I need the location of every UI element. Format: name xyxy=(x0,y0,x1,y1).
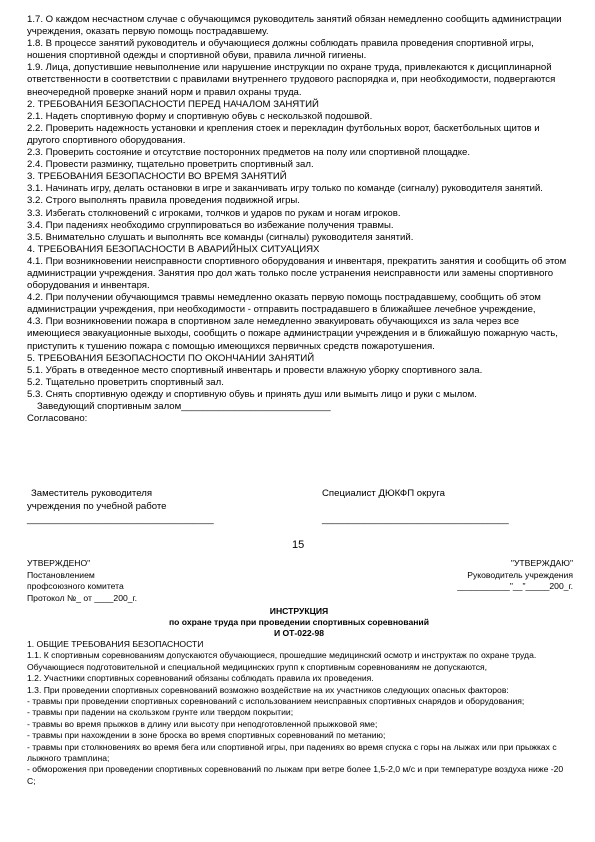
approved-right-line-3: ___________"__"_____200_г. xyxy=(457,581,573,591)
deputy-signature-line: ___________________________________ xyxy=(27,514,214,525)
paragraph-3-3: 3.3. Избегать столкновений с игроками, толчков и ударов по рукам и ногам игроков. xyxy=(27,207,401,219)
heading-section-2: 2. ТРЕБОВАНИЯ БЕЗОПАСНОСТИ ПЕРЕД НАЧАЛОМ ЗАНЯТИЙ xyxy=(27,98,319,110)
paragraph-4-3: 4.3. При возникновении пожара в спортивном зале немедленно эвакуировать обучающихся из зала через все имеющиеся эвакуационные выходы, сообщить о пожаре администрации учреждения и в ближайшую пожарную часть, приступить к тушению пожара с помощью имеющихся первичных средств пожаротушения. xyxy=(27,316,558,352)
instruction-title-line-2: по охране труда при проведении спортивных соревнований xyxy=(168,617,429,627)
approved-right-line-2: Руководитель учреждения xyxy=(467,569,573,580)
paragraph-1-9: 1.9. Лица, допустившие невыполнение или нарушение инструкции по охране труда, привлекаются к дисциплинарной ответственности в соответствии с правилами внутреннего трудового распорядка и, при необходимости, подвергаются внеочередной проверке знаний норм и правил охраны труда. xyxy=(27,62,556,98)
paragraph-3-2: 3.2. Строго выполнять правила проведения подвижной игры. xyxy=(27,195,300,207)
paragraph-5-1: 5.1. Убрать в отведенное место спортивный инвентарь и провести влажную уборку спортивного зала. xyxy=(27,364,483,376)
hazard-item: - травмы при столкновениях во время бега или спортивной игры, при падениях во время спуска с горы на лыжах или при прыжках с лыжного трамплина; xyxy=(27,741,557,764)
paragraph-3-4: 3.4. При падениях необходимо сгруппироваться во избежание получения травмы. xyxy=(27,219,394,231)
approved-left-line-4: Протокол №_ от ____200_г. xyxy=(27,592,138,603)
agreed-label: Согласовано: xyxy=(27,413,88,425)
instruction-title-line-1: ИНСТРУКЦИЯ xyxy=(269,606,329,616)
heading-section-5: 5. ТРЕБОВАНИЯ БЕЗОПАСНОСТИ ПО ОКОНЧАНИИ ЗАНЯТИЙ xyxy=(27,352,315,364)
paragraph-3-1: 3.1. Начинать игру, делать остановки в игре и заканчивать игру только по команде (сигналу) руководителя занятий. xyxy=(27,183,543,195)
paragraph-2-2: 2.2. Проверить надежность установки и крепления стоек и перекладин футбольных ворот, баскетбольных щитов и другого спортивного оборудования. xyxy=(27,122,540,146)
approved-right-line-1: "УТВЕРЖДАЮ" xyxy=(510,558,573,568)
hazard-item: - травмы при падении на скользком грунте или твердом покрытии; xyxy=(27,707,294,718)
hazard-item: - травмы во время прыжков в длину или высоту при неподготовленной прыжковой яме; xyxy=(27,718,378,729)
lower-paragraph-1-3: 1.3. При проведении спортивных соревнований возможно воздействие на их участников следующих опасных факторов: xyxy=(27,684,509,695)
instruction-title xyxy=(27,606,571,639)
section-lower-text xyxy=(27,639,573,787)
specialist-title: Специалист ДЮКФП округа xyxy=(322,488,445,499)
deputy-title-line-1: Заместитель руководителя xyxy=(31,488,153,499)
specialist-signature-line: ___________________________________ xyxy=(322,514,509,525)
heading-section-4: 4. ТРЕБОВАНИЯ БЕЗОПАСНОСТИ В АВАРИЙНЫХ СИТУАЦИЯХ xyxy=(27,243,320,255)
lower-paragraph-1-1: 1.1. К спортивным соревнованиям допускаются обучающиеся, прошедшие медицинский осмотр и инструктаж по охране труда. Обучающиеся подготовительной и специальной медицинских групп к спортивным соревнованиям не допускаются, xyxy=(27,650,537,672)
approved-block-left xyxy=(27,558,137,604)
heading-section-3: 3. ТРЕБОВАНИЯ БЕЗОПАСНОСТИ ВО ВРЕМЯ ЗАНЯТИЙ xyxy=(27,171,287,183)
instruction-title-line-3: И ОТ-022-98 xyxy=(273,628,325,638)
approved-block-right xyxy=(457,558,573,593)
paragraph-2-3: 2.3. Проверить состояние и отсутствие посторонних предметов на полу или спортивной площадке. xyxy=(27,147,471,159)
paragraph-3-5: 3.5. Внимательно слушать и выполнять все команды (сигналы) руководителя занятий. xyxy=(27,231,414,243)
approved-left-line-2: Постановлением xyxy=(27,569,95,580)
paragraph-1-8: 1.8. В процессе занятий руководитель и обучающиеся должны соблюдать правила проведения спортивной игры, ношения спортивной одежды и спортивной обуви, правила личной гигиены. xyxy=(27,38,534,62)
hazard-item: - травмы при проведении спортивных соревнований с использованием неисправных спортивных снарядов и оборудования; xyxy=(27,696,525,707)
section-upper-text xyxy=(27,14,571,425)
lower-paragraph-1-2: 1.2. Участники спортивных соревнований обязаны соблюдать правила их проведения. xyxy=(27,673,374,684)
paragraph-5-2: 5.2. Тщательно проветрить спортивный зал. xyxy=(27,376,224,388)
signature-head-of-gym: Заведующий спортивным залом____________________________ xyxy=(37,401,331,412)
paragraph-2-4: 2.4. Провести разминку, тщательно проветрить спортивный зал. xyxy=(27,159,314,171)
paragraph-4-2: 4.2. При получении обучающимся травмы немедленно оказать первую помощь пострадавшему, сообщить об этом администрации учреждения, при необходимости - отправить пострадавшего в ближайшее лечебное учреждение, xyxy=(27,292,541,316)
paragraph-2-1: 2.1. Надеть спортивную форму и спортивную обувь с нескользкой подошвой. xyxy=(27,110,373,122)
paragraph-5-3: 5.3. Снять спортивную одежду и спортивную обувь и принять душ или вымыть лицо и руки с мылом. xyxy=(27,388,477,400)
paragraph-1-7: 1.7. О каждом несчастном случае с обучающимся руководитель занятий обязан немедленно сообщить администрации учреждения, оказать первую помощь пострадавшему. xyxy=(27,14,562,38)
hazard-item: - травмы при нахождении в зоне броска во время спортивных соревнований по метанию; xyxy=(27,730,386,741)
approved-left-line-1: УТВЕРЖДЕНО" xyxy=(27,558,91,568)
paragraph-4-1: 4.1. При возникновении неисправности спортивного оборудования и инвентаря, прекратить занятия и сообщить об этом администрации учреждения. Занятия про дол жать только после устранения неисправности или замены спортивного оборудования и инвентаря. xyxy=(27,255,567,292)
heading-general-requirements: 1. ОБЩИЕ ТРЕБОВАНИЯ БЕЗОПАСНОСТИ xyxy=(27,639,204,649)
page-number: 15 xyxy=(292,539,305,551)
hazard-item: - обморожения при проведении спортивных соревнований по лыжам при ветре более 1,5-2,0 м/с и при температуре воздуха ниже -20 С; xyxy=(27,764,564,786)
deputy-title-line-2: учреждения по учебной работе xyxy=(27,501,167,512)
approved-left-line-3: профсоюзного комитета xyxy=(27,581,124,591)
